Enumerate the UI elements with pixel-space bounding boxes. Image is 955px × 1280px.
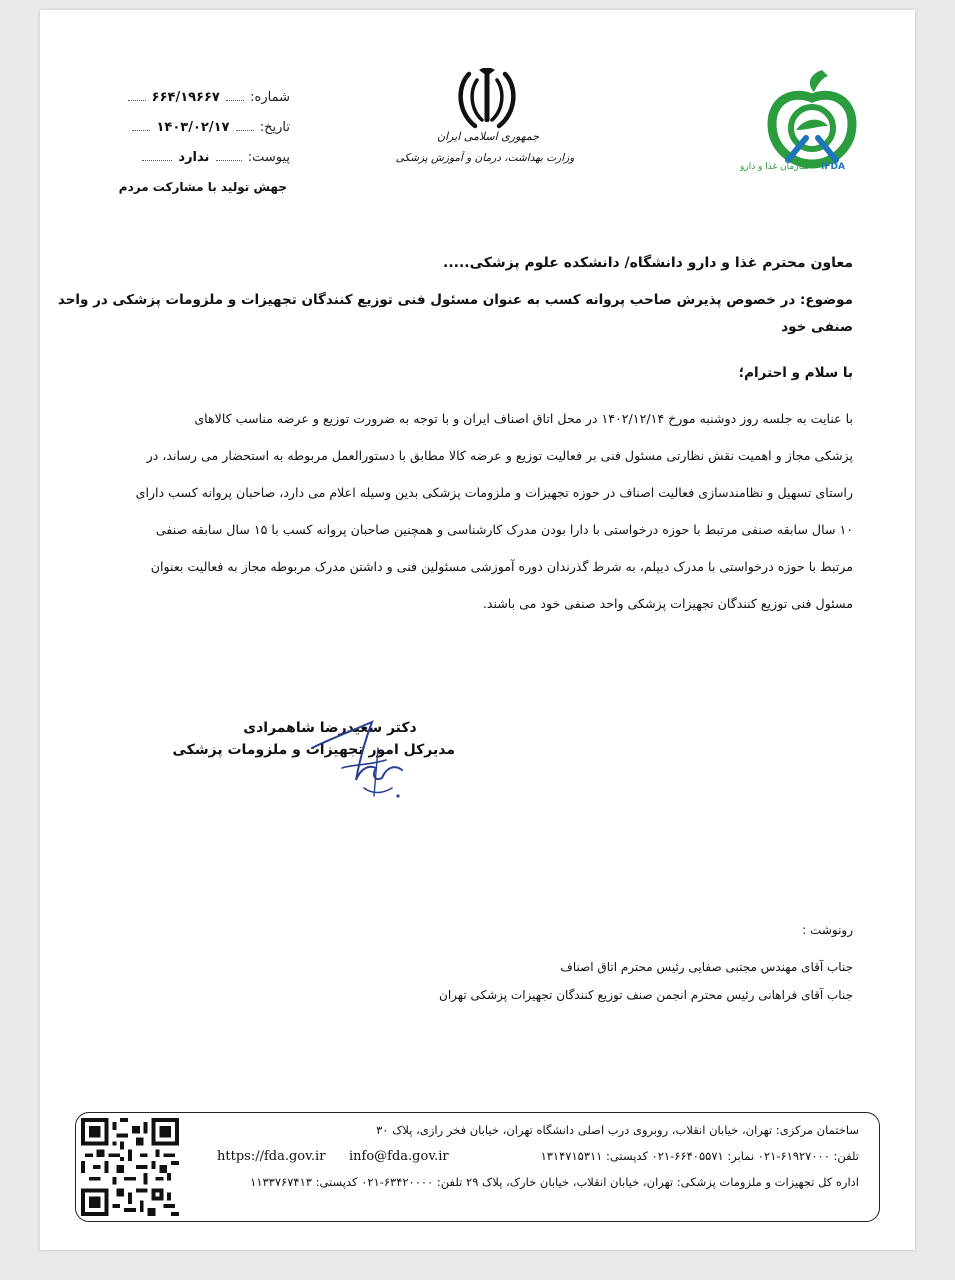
body-line: با عنایت به جلسه روز دوشنبه مورخ ۱۴۰۲/۱۲/۱۴ در محل اتاق اصناف ایران و با توجه به ضرورت توزیع و عرضه مناسب کالاهای <box>194 411 853 426</box>
letter-attachment-row <box>140 150 290 165</box>
ifda-name-en: IFDA <box>821 162 845 172</box>
ministry-country-line: جمهوری اسلامی ایران <box>436 130 540 143</box>
footer-phones: تلفن: ۶۱۹۲۷۰۰۰-۰۲۱ نمابر: ۶۶۴۰۵۵۷۱-۰۲۱ کدپستی: ۱۳۱۴۷۱۵۳۱۱ <box>540 1149 859 1163</box>
footer-email[interactable]: info@fda.gov.ir <box>349 1149 449 1164</box>
cc-item: جناب آقای فراهانی رئیس محترم انجمن صنف توزیع کنندگان تجهیزات پزشکی تهران <box>439 988 853 1002</box>
signature-icon <box>302 708 422 804</box>
cc-item: جناب آقای مهندس مجتبی صفایی رئیس محترم اتاق اصناف <box>560 960 853 974</box>
subject-line-1: موضوع: در خصوص پذیرش صاحب پروانه کسب به عنوان مسئول فنی توزیع کنندگان تجهیزات و ملزومات پزشکی در واحد <box>57 292 853 308</box>
greeting: با سلام و احترام؛ <box>738 365 853 381</box>
subject-line-2: صنفی خود <box>781 319 853 335</box>
qr-code-icon <box>80 1118 180 1216</box>
letter-attachment-value: ندارد <box>178 150 210 165</box>
letter-number-label: شماره: <box>250 90 290 105</box>
footer-directorate: اداره کل تجهیزات و ملزومات پزشکی: تهران، خیابان انقلاب، خیابان خارک، پلاک ۲۹ تلفن: ۶۳۴۲۰۰۰۰-۰۲۱ کدپستی: ۱۱۳۳۷۶۷۴۱۳ <box>250 1175 859 1189</box>
slogan: جهش تولید با مشارکت مردم <box>118 180 287 194</box>
footer-address: ساختمان مرکزی: تهران، خیابان انقلاب، روبروی درب اصلی دانشگاه تهران، خیابان فخر رازی، پلاک ۳۰ <box>376 1123 859 1137</box>
signer-name: دکتر سعیدرضا شاهمرادی <box>243 720 417 736</box>
letter-date-label: تاریخ: <box>259 120 290 135</box>
body-line: مرتبط با حوزه درخواستی با مدرک دیپلم، به شرط گذرندان دوره آموزشی مسئولین فنی و داشتن مدرک مربوطه مجاز به فعالیت بعنوان <box>150 559 853 574</box>
footer-website[interactable]: https://fda.gov.ir <box>217 1149 326 1164</box>
letter-page <box>40 10 915 1250</box>
body-line: پزشکی مجاز و اهمیت نقش نظارتی مسئول فنی بر فعالیت توزیع و عرضه کالا مطابق با دستورالعمل مربوطه به استحضار می رساند، در <box>146 448 853 463</box>
ifda-name-fa: سازمان غذا و دارو <box>740 162 809 172</box>
iran-emblem-icon <box>455 68 519 130</box>
body-line: ۱۰ سال سابقه صنفی مرتبط با حوزه درخواستی با دارا بودن مدرک کارشناسی و همچنین صاحبان پروانه کسب با ۱۵ سال سابقه صنفی <box>155 522 853 537</box>
letter-number-row <box>126 90 291 105</box>
ifda-logo-icon <box>762 68 862 174</box>
body-line: راستای تسهیل و نظامندسازی فعالیت اصناف در حوزه تجهیزات و ملزومات پزشکی بدین وسیله اعلام می دارد، صاحبان پروانه کسب دارای <box>135 485 853 500</box>
letter-date-row <box>130 120 290 135</box>
letter-footer <box>75 1112 880 1222</box>
addressee: معاون محترم غذا و دارو دانشگاه/ دانشکده علوم پزشکی..... <box>443 255 853 271</box>
body-line: مسئول فنی توزیع کنندگان تجهیزات پزشکی واحد صنفی خود می باشند. <box>482 596 853 611</box>
cc-label: رونوشت : <box>802 923 853 937</box>
letter-date-value: ۱۴۰۳/۰۲/۱۷ <box>156 120 230 135</box>
signer-title: مدیرکل امور تجهیزات و ملزومات پزشکی <box>172 742 455 758</box>
letter-attachment-label: پیوست: <box>247 150 290 165</box>
letter-number-value: ۶۶۴/۱۹۶۶۷ <box>151 90 220 105</box>
ministry-name-line: وزارت بهداشت، درمان و آموزش پزشکی <box>395 152 575 164</box>
